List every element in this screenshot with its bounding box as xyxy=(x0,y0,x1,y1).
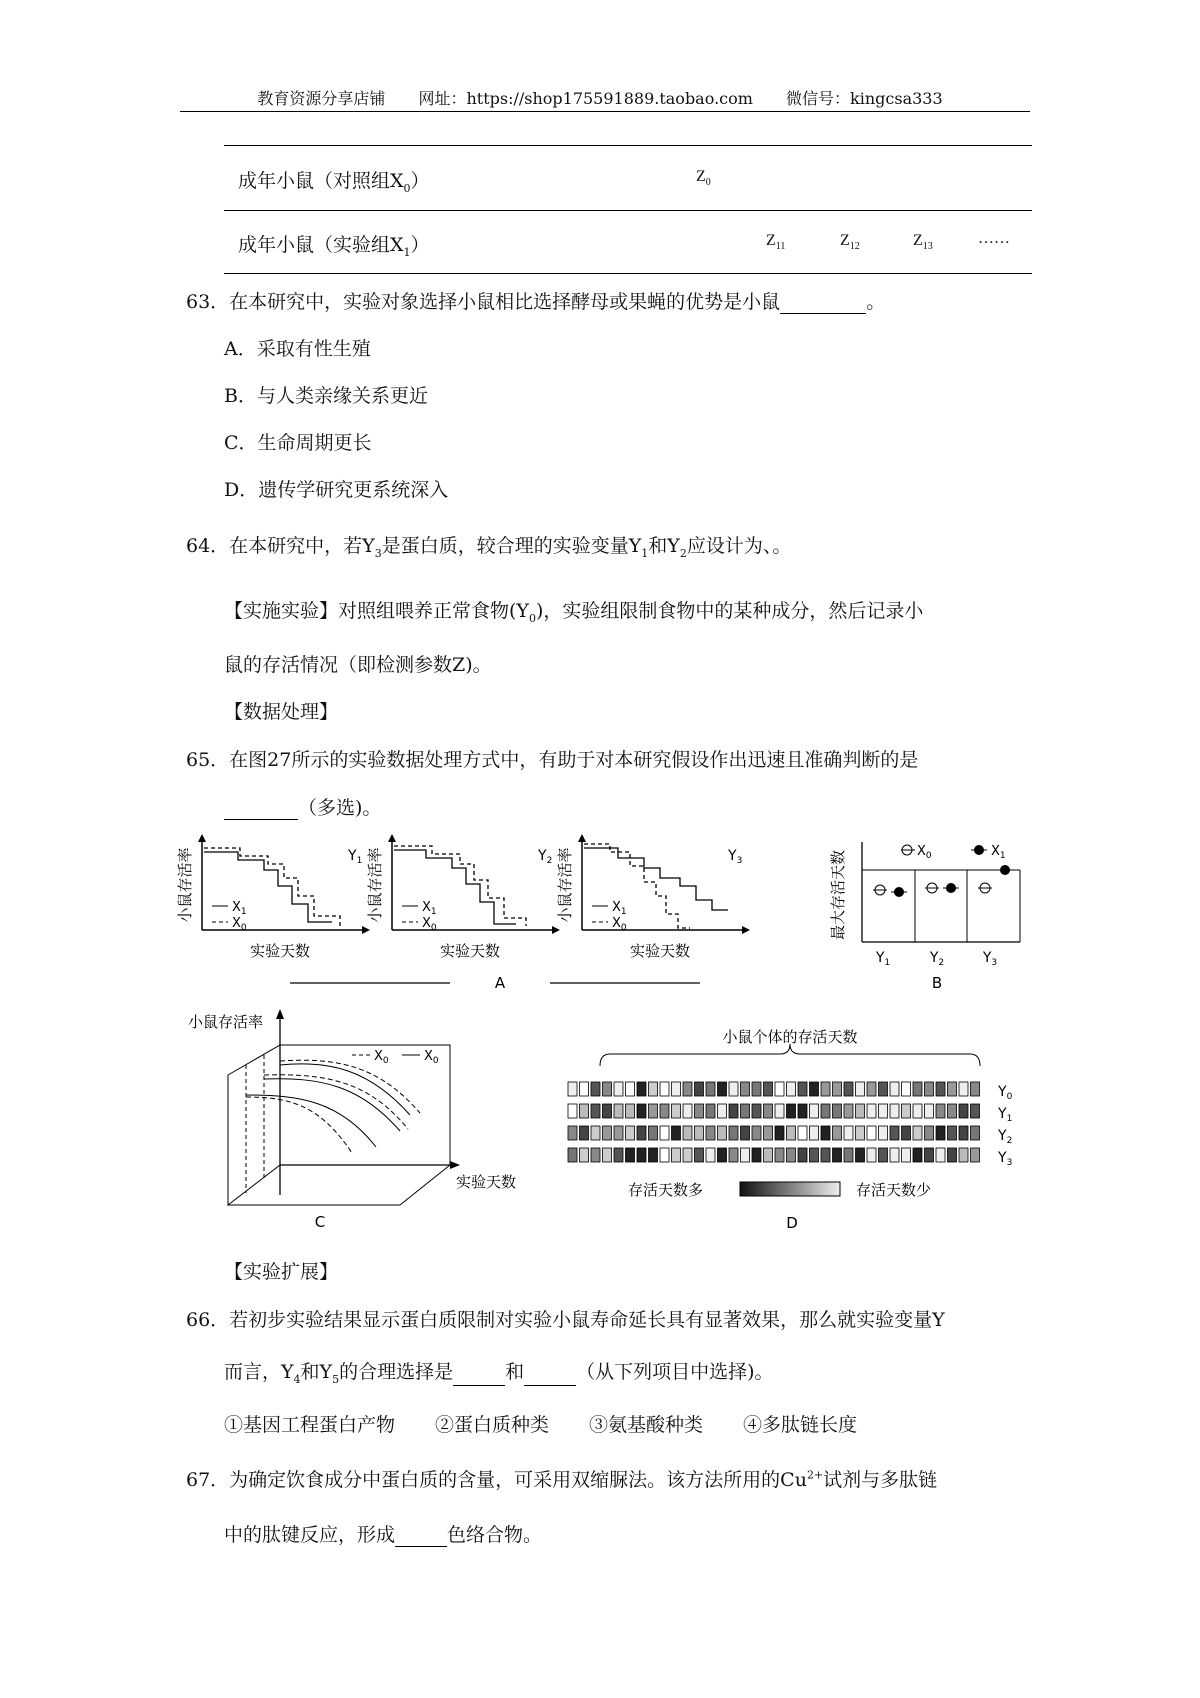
d-cell xyxy=(580,1104,589,1118)
d-cell xyxy=(683,1148,692,1162)
d-cell xyxy=(913,1104,922,1118)
d-cell xyxy=(867,1082,876,1096)
x-axis-label: 实验天数 xyxy=(629,942,691,960)
d-cell xyxy=(729,1126,738,1140)
d-cell xyxy=(752,1082,761,1096)
option-d: D．遗传学研究更系统深入 xyxy=(224,479,449,501)
d-cell xyxy=(683,1104,692,1118)
d-cell xyxy=(844,1082,853,1096)
table-row-experiment-label: 成年小鼠（实验组$X_1$） xyxy=(238,234,430,259)
d-cell xyxy=(752,1126,761,1140)
d-cell xyxy=(902,1148,911,1162)
d-title: 小鼠个体的存活天数 xyxy=(722,1028,858,1046)
d-cell xyxy=(810,1148,819,1162)
d-cell xyxy=(729,1104,738,1118)
y-axis-label: 小鼠存活率 xyxy=(366,847,384,923)
y-axis-label: 小鼠存活率 xyxy=(176,847,194,923)
question-65-line2: （多选)。 xyxy=(224,793,381,820)
panel-label-y3: $Y_3$ xyxy=(728,848,743,866)
d-cell xyxy=(580,1082,589,1096)
d-cell xyxy=(775,1082,784,1096)
answer-blank[interactable] xyxy=(524,1363,576,1386)
d-cell xyxy=(810,1104,819,1118)
figure-label-c: C xyxy=(314,1213,326,1231)
d-cell xyxy=(603,1148,612,1162)
d-cell xyxy=(683,1082,692,1096)
d-cell xyxy=(752,1148,761,1162)
d-cell xyxy=(741,1104,750,1118)
d-cell xyxy=(867,1104,876,1118)
d-cell xyxy=(718,1082,727,1096)
figure-label-a: A xyxy=(494,974,506,992)
d-cell xyxy=(580,1126,589,1140)
answer-blank[interactable] xyxy=(453,1363,505,1386)
d-cell xyxy=(672,1126,681,1140)
d-cell xyxy=(902,1082,911,1096)
d-cell xyxy=(925,1082,934,1096)
b-x-label-y2: $Y_2$ xyxy=(929,950,945,968)
d-cell xyxy=(764,1148,773,1162)
d-cell xyxy=(649,1148,658,1162)
d-cell xyxy=(821,1082,830,1096)
d-cell xyxy=(741,1148,750,1162)
d-cell xyxy=(614,1104,623,1118)
d-cell xyxy=(706,1082,715,1096)
d-cell xyxy=(672,1082,681,1096)
d-cell xyxy=(879,1126,888,1140)
d-cell xyxy=(695,1126,704,1140)
d-cell xyxy=(787,1126,796,1140)
d-cell xyxy=(683,1126,692,1140)
legend-x1: $X_1$ xyxy=(612,900,627,917)
section-extension: 【实验扩展】 xyxy=(224,1261,339,1283)
d-cell xyxy=(718,1126,727,1140)
d-legend-less: 存活天数少 xyxy=(856,1181,932,1199)
d-cell xyxy=(764,1082,773,1096)
d-row-label-y0: $Y_0$ xyxy=(998,1084,1013,1102)
d-cell xyxy=(971,1148,980,1162)
d-cell xyxy=(821,1126,830,1140)
b-point-y2-x1 xyxy=(943,883,959,893)
d-cell xyxy=(821,1104,830,1118)
d-cell xyxy=(810,1126,819,1140)
panel-a-y1 xyxy=(176,834,370,960)
d-cell xyxy=(890,1148,899,1162)
d-cell xyxy=(913,1148,922,1162)
d-cell xyxy=(591,1148,600,1162)
question-64: 64．在本研究中，若$Y_3$是蛋白质，较合理的实验变量$Y_1$和$Y_2$应设计为、。 xyxy=(186,535,792,560)
d-cell xyxy=(603,1082,612,1096)
d-cell xyxy=(660,1082,669,1096)
d-cell xyxy=(913,1082,922,1096)
choice-3: ③氨基酸种类 xyxy=(589,1414,704,1436)
b-point-y1-x1 xyxy=(891,887,907,897)
d-cell xyxy=(614,1082,623,1096)
d-cell xyxy=(637,1082,646,1096)
d-cell xyxy=(936,1148,945,1162)
panel-label-y2: $Y_2$ xyxy=(538,848,553,866)
c-y-axis-label: 小鼠存活率 xyxy=(188,1013,264,1031)
d-cell xyxy=(959,1082,968,1096)
b-point-y3-x1 xyxy=(997,865,1013,875)
question-67-line1: 67．为确定饮食成分中蛋白质的含量，可采用双缩脲法。该方法所用的$Cu^{2+}$试剂与多肽链 xyxy=(186,1468,938,1491)
d-cell xyxy=(890,1126,899,1140)
option-b: B．与人类亲缘关系更近 xyxy=(224,385,428,407)
d-cell xyxy=(660,1104,669,1118)
d-cell xyxy=(936,1126,945,1140)
d-cell xyxy=(787,1148,796,1162)
d-cell xyxy=(649,1104,658,1118)
figure-label-b: B xyxy=(931,974,943,992)
question-65-line1: 65．在图27所示的实验数据处理方式中，有助于对本研究假设作出迅速且准确判断的是 xyxy=(186,749,919,771)
d-cell xyxy=(672,1104,681,1118)
d-cell xyxy=(833,1082,842,1096)
panel-b xyxy=(829,842,1020,992)
choice-1: ①基因工程蛋白产物 xyxy=(224,1414,396,1436)
legend-x1: $X_1$ xyxy=(232,900,247,917)
d-cell xyxy=(775,1148,784,1162)
page-header xyxy=(0,86,1200,109)
table-cell-z0: $Z_0$ xyxy=(696,168,711,189)
d-cell xyxy=(798,1104,807,1118)
b-point-y1-x0 xyxy=(873,885,887,895)
d-cell xyxy=(580,1148,589,1162)
d-cell xyxy=(879,1082,888,1096)
legend-x0: $X_0$ xyxy=(232,916,247,933)
panel-label-y1: $Y_1$ xyxy=(348,848,363,866)
figure-label-d: D xyxy=(786,1214,798,1232)
d-cell xyxy=(844,1126,853,1140)
d-cell xyxy=(568,1148,577,1162)
choice-4: ④多肽链长度 xyxy=(743,1414,858,1436)
d-cell xyxy=(614,1126,623,1140)
d-cell xyxy=(649,1126,658,1140)
d-cell xyxy=(902,1126,911,1140)
question-63: 63．在本研究中，实验对象选择小鼠相比选择酵母或果蝇的优势是小鼠 。 xyxy=(186,291,886,313)
d-cell xyxy=(925,1104,934,1118)
d-cell xyxy=(936,1104,945,1118)
d-cell xyxy=(706,1148,715,1162)
d-cell xyxy=(948,1148,957,1162)
d-cell xyxy=(833,1104,842,1118)
d-cell xyxy=(925,1126,934,1140)
b-x-label-y3: $Y_3$ xyxy=(982,950,998,968)
question-66-line1: 66．若初步实验结果显示蛋白质限制对实验小鼠寿命延长具有显著效果，那么就实验变量Y xyxy=(186,1309,945,1331)
table-row-control-label: 成年小鼠（对照组$X_0$） xyxy=(238,170,430,195)
d-cell xyxy=(695,1082,704,1096)
d-cell xyxy=(718,1148,727,1162)
table-cell-z13: $Z_{13}$ xyxy=(913,232,933,253)
d-cell xyxy=(637,1148,646,1162)
d-cell xyxy=(741,1126,750,1140)
d-cell xyxy=(879,1148,888,1162)
d-cell xyxy=(948,1104,957,1118)
d-cell xyxy=(833,1126,842,1140)
table-cell-z12: $Z_{12}$ xyxy=(840,232,860,253)
d-cell xyxy=(626,1126,635,1140)
d-cell xyxy=(948,1082,957,1096)
d-cell xyxy=(752,1104,761,1118)
section-data-processing: 【数据处理】 xyxy=(224,701,339,723)
d-cell xyxy=(764,1126,773,1140)
d-cell xyxy=(971,1104,980,1118)
d-row-label-y3: $Y_3$ xyxy=(998,1150,1013,1168)
d-cell xyxy=(591,1104,600,1118)
legend-x1: $X_1$ xyxy=(422,900,437,917)
y-axis-label: 小鼠存活率 xyxy=(556,847,574,923)
panel-a-y2 xyxy=(366,834,560,960)
b-point-y3-x0 xyxy=(978,883,992,893)
figure-ab xyxy=(176,830,1040,1000)
d-cell xyxy=(867,1126,876,1140)
d-cell xyxy=(706,1126,715,1140)
d-cell xyxy=(637,1126,646,1140)
b-y-axis-label: 最大存活天数 xyxy=(829,849,847,941)
b-x-label-y1: $Y_1$ xyxy=(875,950,891,968)
panel-a-y3 xyxy=(556,834,750,960)
d-cell xyxy=(568,1082,577,1096)
d-cell xyxy=(902,1104,911,1118)
d-cell xyxy=(649,1082,658,1096)
d-cell xyxy=(798,1148,807,1162)
d-cell xyxy=(959,1104,968,1118)
d-cell xyxy=(867,1148,876,1162)
d-cell xyxy=(844,1104,853,1118)
d-cell xyxy=(660,1126,669,1140)
d-cell xyxy=(936,1082,945,1096)
b-point-y2-x0 xyxy=(925,883,939,893)
d-cell xyxy=(568,1126,577,1140)
figure-c xyxy=(180,1005,540,1235)
c-x-axis-label: 实验天数 xyxy=(456,1173,517,1191)
d-cell xyxy=(706,1104,715,1118)
figure-d xyxy=(560,1020,1040,1235)
d-cell xyxy=(890,1104,899,1118)
table-rule-bottom xyxy=(224,273,1032,274)
d-cell xyxy=(729,1082,738,1096)
d-cell xyxy=(971,1082,980,1096)
d-cell xyxy=(856,1082,865,1096)
c-legend-2: $X_0$ xyxy=(424,1049,439,1066)
d-cell xyxy=(856,1148,865,1162)
question-66-choices xyxy=(224,1410,857,1437)
b-legend-x1: $X_1$ xyxy=(991,844,1006,861)
answer-blank[interactable] xyxy=(395,1524,447,1547)
d-cell xyxy=(775,1126,784,1140)
d-cell xyxy=(925,1148,934,1162)
table-cell-ellipsis: …… xyxy=(978,230,1010,247)
d-cell xyxy=(913,1126,922,1140)
d-cell xyxy=(568,1104,577,1118)
legend-x0: $X_0$ xyxy=(422,916,437,933)
d-cell xyxy=(787,1082,796,1096)
d-cell xyxy=(844,1148,853,1162)
d-cell xyxy=(603,1104,612,1118)
d-cell xyxy=(821,1148,830,1162)
implementation-line1: 【实施实验】对照组喂养正常食物$(Y_0)$，实验组限制食物中的某种成分，然后记录小 xyxy=(224,600,924,625)
d-cell xyxy=(810,1082,819,1096)
d-cell xyxy=(591,1082,600,1096)
d-cell xyxy=(672,1148,681,1162)
d-cell xyxy=(626,1082,635,1096)
b-legend-x0: $X_0$ xyxy=(917,844,932,861)
d-cell xyxy=(718,1104,727,1118)
question-67-line2: 中的肽键反应，形成 色络合物。 xyxy=(224,1524,543,1546)
d-cell xyxy=(695,1148,704,1162)
x-axis-label: 实验天数 xyxy=(439,942,501,960)
d-cell xyxy=(959,1148,968,1162)
header-rule xyxy=(180,111,1030,112)
d-legend-more: 存活天数多 xyxy=(628,1181,704,1199)
answer-blank[interactable] xyxy=(780,291,866,314)
question-66-line2: 而言，$Y_4$和$Y_5$的合理选择是 和 （从下列项目中选择)。 xyxy=(224,1361,774,1386)
table-cell-z11: $Z_{11}$ xyxy=(766,232,786,253)
answer-blank[interactable] xyxy=(224,797,298,820)
header-url: 网址：https://shop175591889.taobao.com xyxy=(418,89,753,108)
d-gradient-bar xyxy=(740,1182,840,1196)
d-cell xyxy=(798,1126,807,1140)
d-cell xyxy=(798,1082,807,1096)
d-cell xyxy=(591,1126,600,1140)
legend-x0: $X_0$ xyxy=(612,916,627,933)
d-cell xyxy=(614,1148,623,1162)
d-cell xyxy=(959,1126,968,1140)
d-cell xyxy=(948,1126,957,1140)
d-cell xyxy=(856,1126,865,1140)
d-cell xyxy=(879,1104,888,1118)
implementation-line2: 鼠的存活情况（即检测参数Z)。 xyxy=(224,654,492,676)
x-axis-label: 实验天数 xyxy=(249,942,311,960)
header-wechat: 微信号：kingcsa333 xyxy=(786,89,943,108)
option-c: C．生命周期更长 xyxy=(224,432,372,454)
d-cell xyxy=(856,1104,865,1118)
d-cell xyxy=(626,1148,635,1162)
d-cell xyxy=(741,1082,750,1096)
d-grid xyxy=(568,1082,980,1162)
c-legend-1: $X_0$ xyxy=(374,1049,389,1066)
d-cell xyxy=(729,1148,738,1162)
d-cell xyxy=(603,1126,612,1140)
header-shop: 教育资源分享店铺 xyxy=(257,89,386,108)
table-rule-top xyxy=(224,145,1032,146)
d-cell xyxy=(971,1126,980,1140)
d-cell xyxy=(626,1104,635,1118)
d-cell xyxy=(787,1104,796,1118)
d-row-label-y2: $Y_2$ xyxy=(998,1128,1013,1146)
choice-2: ②蛋白质种类 xyxy=(435,1414,550,1436)
d-cell xyxy=(695,1104,704,1118)
table-rule-mid xyxy=(224,210,1032,211)
d-cell xyxy=(775,1104,784,1118)
d-row-label-y1: $Y_1$ xyxy=(998,1106,1013,1124)
d-cell xyxy=(637,1104,646,1118)
d-cell xyxy=(660,1148,669,1162)
d-cell xyxy=(833,1148,842,1162)
d-cell xyxy=(890,1082,899,1096)
d-cell xyxy=(764,1104,773,1118)
option-a: A．采取有性生殖 xyxy=(224,338,371,360)
